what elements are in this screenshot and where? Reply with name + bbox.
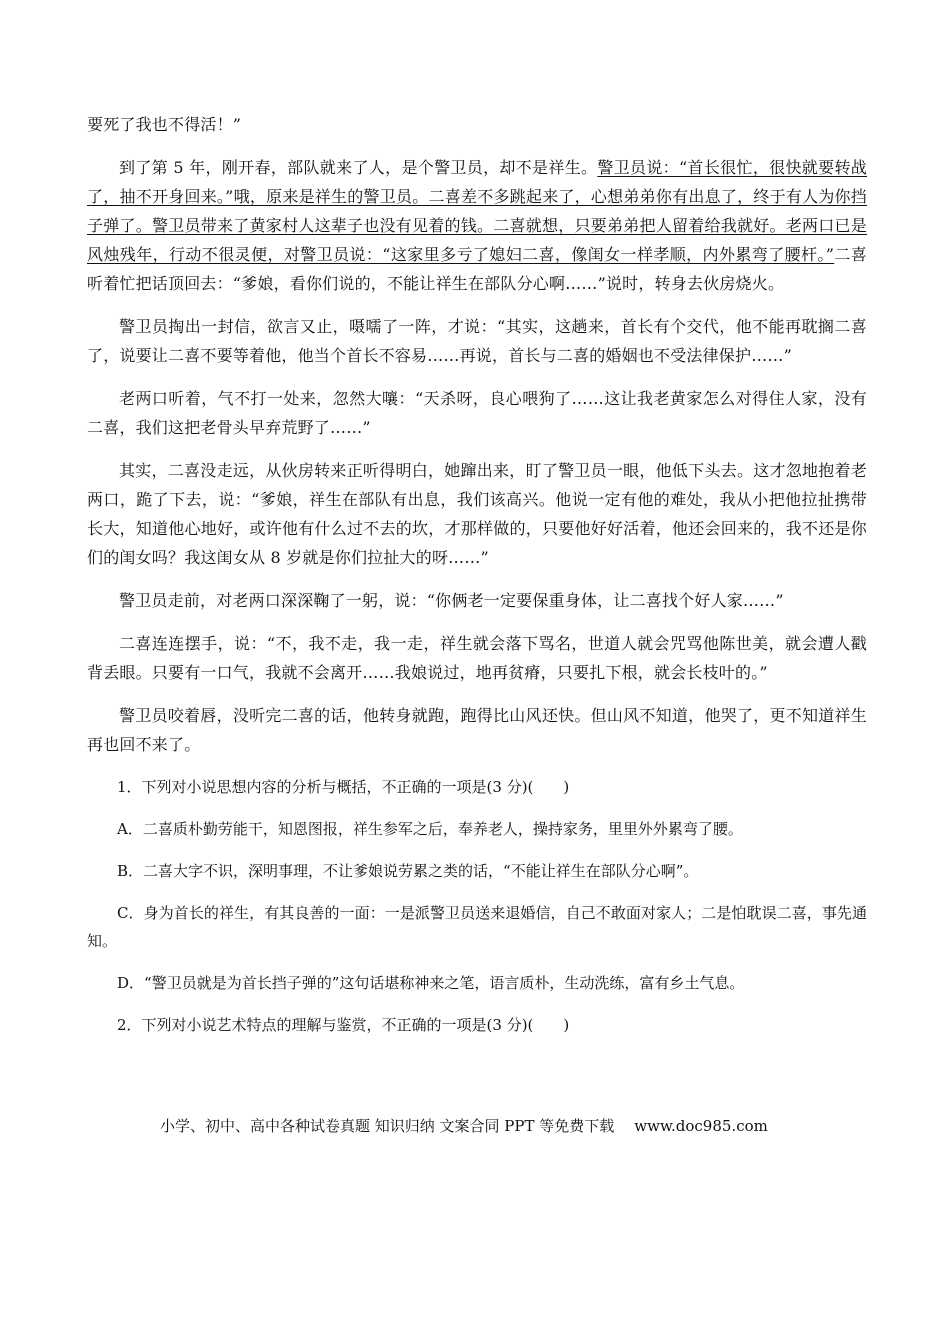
paragraph: 二喜连连摆手，说：“不，我不走，我一走，祥生就会落下骂名，世道人就会咒骂他陈世美，就会遭人戳背丢眼。只要有一口气，我就不会离开……我娘说过，地再贫瘠，只要扎下根，就会长枝叶的。” [87, 634, 867, 682]
option-a: A．二喜质朴勤劳能干，知恩图报，祥生参军之后，奉养老人，操持家务，里里外外累弯了腰。 [117, 820, 743, 838]
paragraph [87, 153, 867, 298]
footer-text: 小学、初中、高中各种试卷真题 知识归纳 文案合同 PPT 等免费下载 [160, 1117, 615, 1135]
paragraph: 警卫员走前，对老两口深深鞠了一躬，说：“你俩老一定要保重身体，让二喜找个好人家……” [119, 591, 784, 610]
paragraph: 老两口听着，气不打一处来，忽然大嚷：“天杀呀，良心喂狗了……这让我老黄家怎么对得住人家，没有二喜，我们这把老骨头早弃荒野了……” [87, 389, 867, 437]
paragraph: 警卫员掏出一封信，欲言又止，嗫嚅了一阵，才说：“其实，这趟来，首长有个交代，他不能再耽搁二喜了，说要让二喜不要等着他，他当个首长不容易……再说，首长与二喜的婚姻也不受法律保护……” [87, 317, 867, 365]
question-stem: 1．下列对小说思想内容的分析与概括，不正确的一项是(3 分)( ) [117, 778, 570, 796]
option-c: C．身为首长的祥生，有其良善的一面：一是派警卫员送来退婚信，自己不敢面对家人；二是怕耽误二喜，事先通知。 [87, 904, 867, 950]
option-b: B．二喜大字不识，深明事理，不让爹娘说劳累之类的话，“不能让祥生在部队分心啊”。 [117, 862, 699, 880]
paragraph: 警卫员咬着唇，没听完二喜的话，他转身就跑，跑得比山风还快。但山风不知道，他哭了，更不知道祥生再也回不来了。 [87, 706, 867, 754]
paragraph: 要死了我也不得活！” [87, 115, 242, 134]
option-d: D．“警卫员就是为首长挡子弹的”这句话堪称神来之笔，语言质朴，生动洗练，富有乡土气息。 [117, 974, 745, 992]
document-body [87, 110, 867, 1053]
question-stem: 2．下列对小说艺术特点的理解与鉴赏，不正确的一项是(3 分)( ) [117, 1016, 570, 1034]
paragraph: 其实，二喜没走远，从伙房转来正听得明白，她蹿出来，盯了警卫员一眼，他低下头去。这才忽地抱着老两口，跪了下去，说：“爹娘，祥生在部队有出息，我们该高兴。他说一定有他的难处，我从小把他拉扯携带长大，知道他心地好，或许他有什么过不去的坎，才那样做的，只要他好好活着，他还会回来的，我不还是你们的闺女吗？我这闺女从 8 岁就是你们拉扯大的呀……” [87, 461, 867, 567]
paragraph-text: 二喜听着忙把话顶回去：“爹娘，看你们说的，不能让祥生在部队分心啊……”说时，转身去伙房烧火。 [87, 245, 867, 293]
footer-link[interactable]: www.doc985.com [634, 1117, 768, 1135]
page-footer [160, 1114, 860, 1138]
paragraph-text: 到了第 5 年，刚开春，部队就来了人，是个警卫员，却不是祥生。 [119, 158, 598, 177]
underlined-passage: 警卫员说：“首长很忙，很快就要转战了，抽不开身回来。”哦，原来是祥生的警卫员。二喜差不多跳起来了，心想弟弟你有出息了，终于有人为你挡子弹了。警卫员带来了黄家村人这辈子也没有见着的钱。二喜就想，只要弟弟把人留着给我就好。老两口已是风烛残年，行动不很灵便，对警卫员说：“这家里多亏了媳妇二喜，像闺女一样孝顺，内外累弯了腰杆。” [87, 158, 867, 264]
